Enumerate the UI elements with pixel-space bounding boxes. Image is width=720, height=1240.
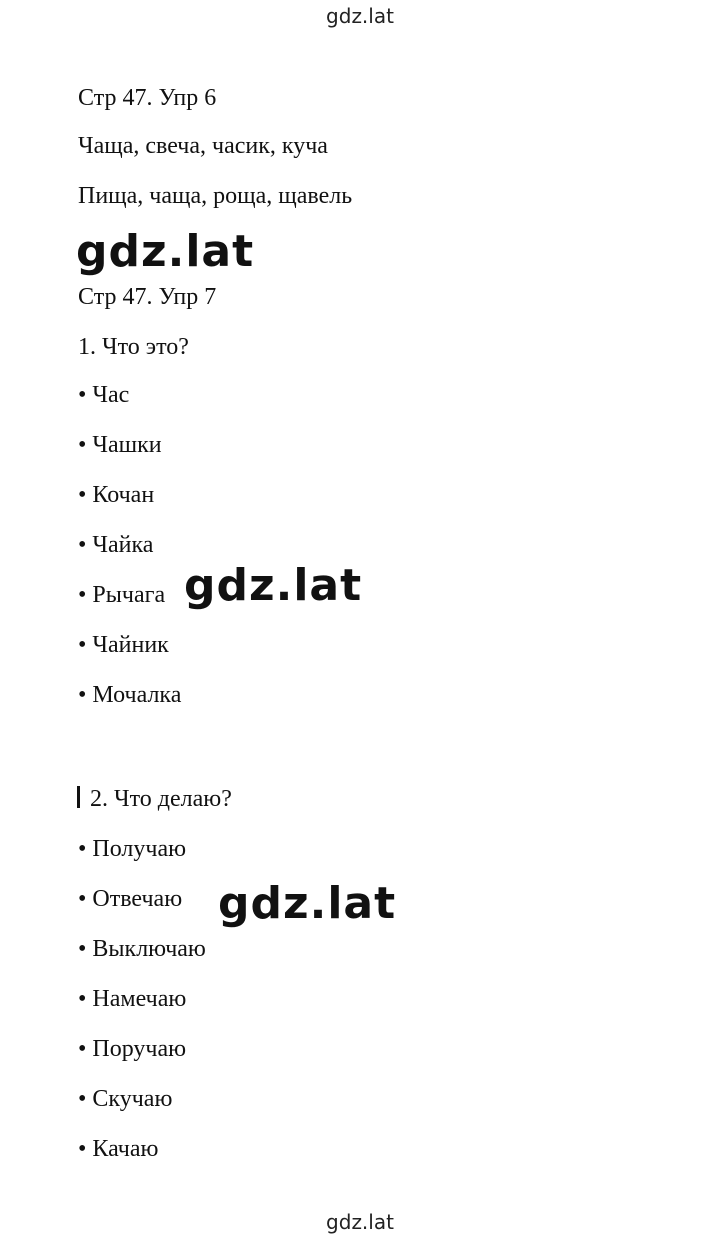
list1-item: • Мочалка [78, 682, 182, 708]
list2-item: • Качаю [78, 1136, 159, 1162]
ex6-heading: Стр 47. Упр 6 [78, 85, 217, 111]
watermark-big-1: gdz.lat [76, 226, 255, 277]
list2-item: • Поручаю [78, 1036, 187, 1062]
ex7-question-2: 2. Что делаю? [90, 786, 232, 812]
list1-item: • Чашки [78, 432, 162, 458]
watermark-top: gdz.lat [326, 4, 394, 28]
list2-item: • Скучаю [78, 1086, 173, 1112]
ex7-heading: Стр 47. Упр 7 [78, 284, 217, 310]
ex6-line-2: Пища, чаща, роща, щавель [78, 183, 353, 209]
list2-item: • Получаю [78, 836, 187, 862]
watermark-bottom: gdz.lat [326, 1210, 394, 1234]
watermark-big-2: gdz.lat [184, 560, 363, 611]
list1-item: • Кочан [78, 482, 155, 508]
list1-item: • Чайник [78, 632, 169, 658]
list1-item: • Рычага [78, 582, 166, 608]
ex7-question-1: 1. Что это? [78, 334, 189, 360]
list2-item: • Намечаю [78, 986, 187, 1012]
list1-item: • Час [78, 382, 130, 408]
list2-item: • Отвечаю [78, 886, 183, 912]
text-cursor [77, 786, 80, 808]
list2-item: • Выключаю [78, 936, 206, 962]
list1-item: • Чайка [78, 532, 154, 558]
ex6-line-1: Чаща, свеча, часик, куча [78, 133, 328, 159]
watermark-big-3: gdz.lat [218, 878, 397, 929]
